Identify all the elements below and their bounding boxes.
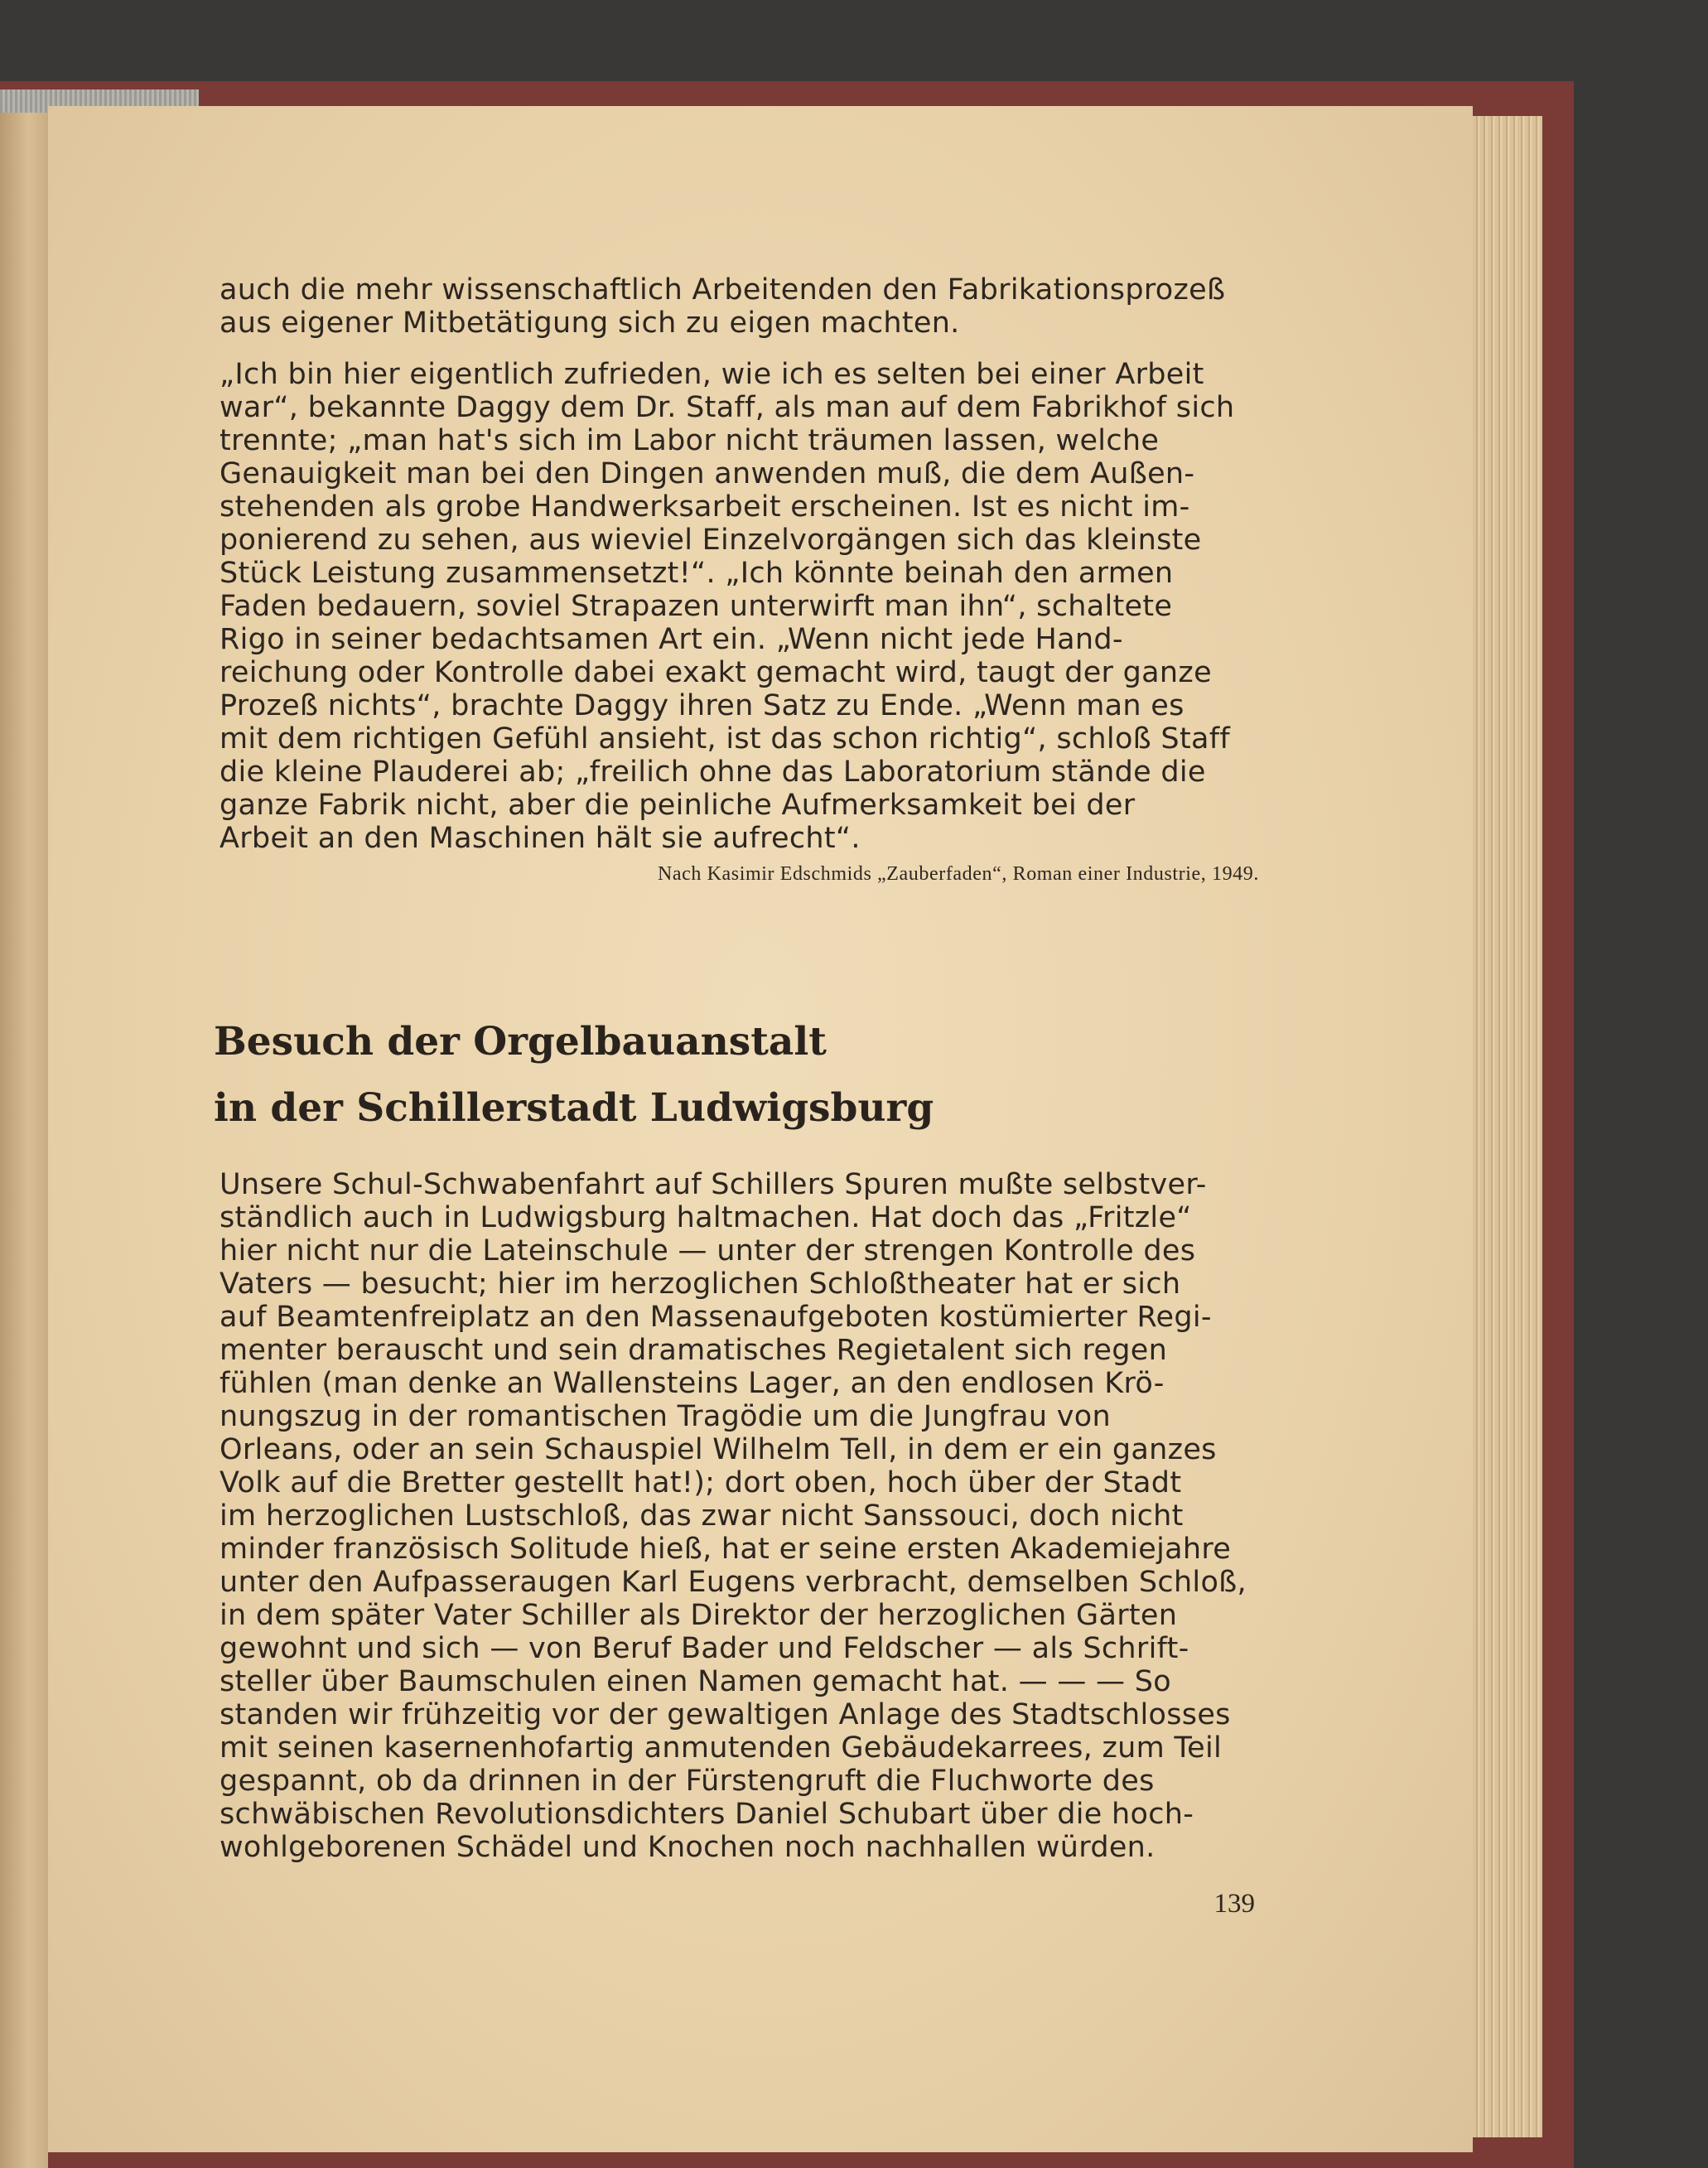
page-stack-edge [1473,116,1542,2137]
section-title-line-2: in der Schillerstadt Ludwigsburg [214,1085,934,1131]
section-title-line-1: Besuch der Orgelbauanstalt [214,1019,827,1065]
dialogue-paragraph: „Ich bin hier eigentlich zufrieden, wie ich es selten bei einer Arbeit war“, bekannte Daggy dem Dr. Staff, als man auf dem Fabrikhof sich trennte; „man hat's sich im Labor nicht träumen lassen, welche Genauigkeit man bei den Dingen anwenden muß, die dem Außen- stehenden als grobe Handwerksarbeit erscheinen. Ist es nicht im- ponierend zu sehen, aus wieviel Einzelvorgängen sich das kleinste Stück Leistung zusammensetzt!“. „Ich könnte beinah den armen Faden bedauern, soviel Strapazen unterwirft man ihn“, schaltete Rigo in seiner bedachtsamen Art ein. „Wenn nicht jede Hand- reichung oder Kontrolle dabei exakt gemacht wird, taugt der ganze Prozeß nichts“, brachte Daggy ihren Satz zu Ende. „Wenn man es mit dem richtigen Gefühl ansieht, ist das schon richtig“, schloß Staff die kleine Plauderei ab; „freilich ohne das Laboratorium stände die ganze Fabrik nicht, aber die peinliche Aufmerksamkeit bei der Arbeit an den Maschinen hält sie aufrecht“. [220,358,1235,855]
page-number: 139 [1213,1889,1255,1919]
section-title [214,1009,934,1142]
intro-paragraph: auch die mehr wissenschaftlich Arbeitenden den Fabrikationsprozeß aus eigener Mitbetätigung sich zu eigen machten. [220,273,1226,340]
left-page-edge [0,99,48,2168]
body-paragraph: Unsere Schul-Schwabenfahrt auf Schillers Spuren mußte selbstver- ständlich auch in Ludwigsburg haltmachen. Hat doch das „Fritzle“ hier nicht nur die Lateinschule — unter der strengen Kontrolle des Vaters — besucht; hier im herzoglichen Schloßtheater hat er sich auf Beamtenfreiplatz an den Massenaufgeboten kostümierter Regi- menter berauscht und sein dramatisches Regietalent sich regen fühlen (man denke an Wallensteins Lager, an den endlosen Krö- nungszug in der romantischen Tragödie um die Jungfrau von Orleans, oder an sein Schauspiel Wilhelm Tell, in dem er ein ganzes Volk auf die Bretter gestellt hat!); dort oben, hoch über der Stadt im herzoglichen Lustschloß, das zwar nicht Sanssouci, doch nicht minder französisch Solitude hieß, hat er seine ersten Akademiejahre unter den Aufpasseraugen Karl Eugens verbracht, demselben Schloß, in dem später Vater Schiller als Direktor der herzoglichen Gärten gewohnt und sich — von Beruf Bader und Feldscher — als Schrift- steller über Baumschulen einen Namen gemacht hat. — — — So standen wir frühzeitig vor der gewaltigen Anlage des Stadtschlosses mit seinen kasernenhofartig anmutenden Gebäudekarrees, zum Teil gespannt, ob da drinnen in der Fürstengruft die Fluchworte des schwäbischen Revolutionsdichters Daniel Schubart über die hoch- wohlgeborenen Schädel und Knochen noch nachhallen würden. [220,1168,1247,1864]
source-citation: Nach Kasimir Edschmids „Zauberfaden“, Roman einer Industrie, 1949. [657,863,1259,885]
dialogue-text-block [220,358,1255,855]
body-text-block [220,1168,1255,1864]
intro-text-block [220,273,1255,340]
